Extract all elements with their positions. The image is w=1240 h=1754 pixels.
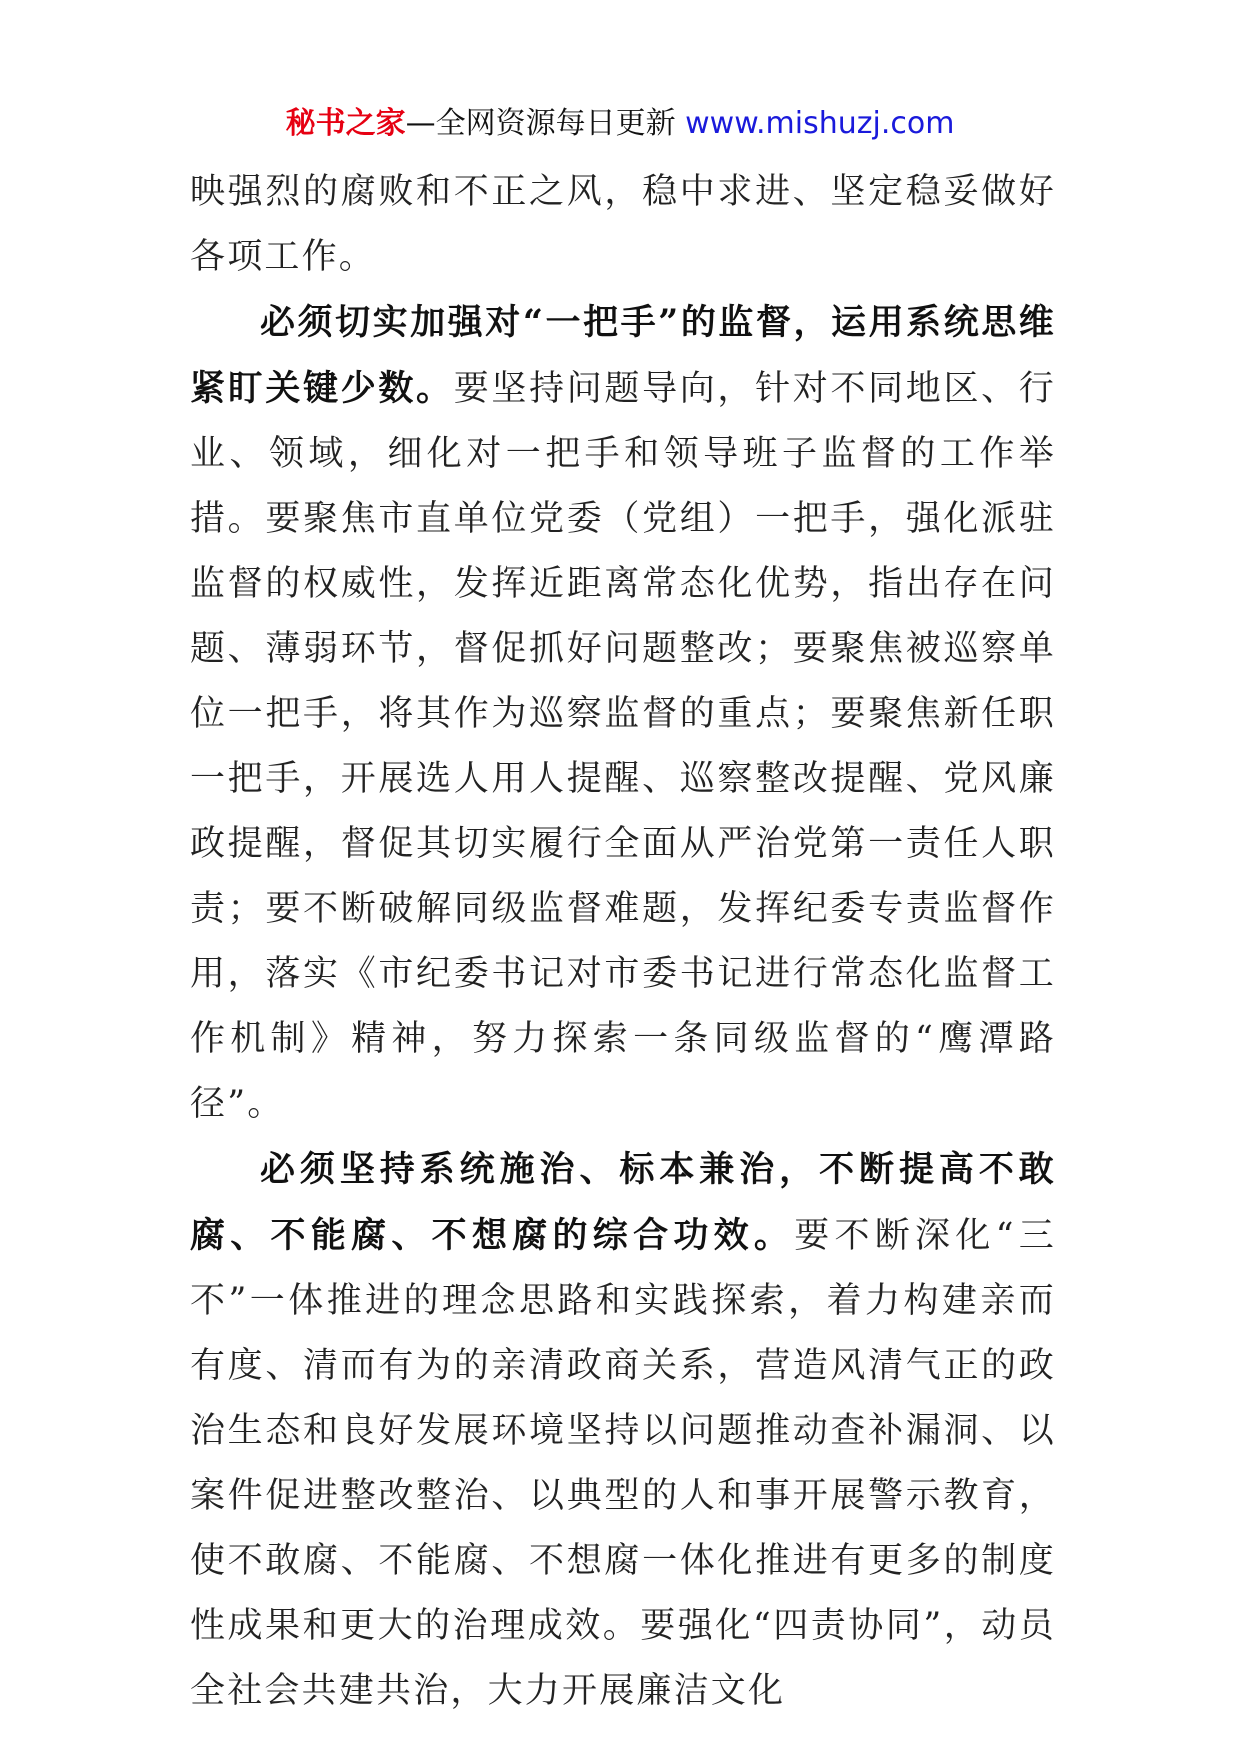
paragraph-systematic-governance [190,1137,1056,1724]
paragraph-yibashou-supervision [190,290,1056,1137]
site-header [0,104,1240,144]
paragraph-continuation [190,160,1056,290]
site-url-link[interactable]: www.mishuzj.com [685,106,955,141]
paragraph-text: 要坚持问题导向，针对不同地区、行业、领域，细化对一把手和领导班子监督的工作举措。要聚焦市直单位党委（党组）一把手，强化派驻监督的权威性，发挥近距离常态化优势，指出存在问题、薄弱环节，督促抓好问题整改；要聚焦被巡察单位一把手，将其作为巡察监督的重点；要聚焦新任职一把手，开展选人用人提醒、巡察整改提醒、党风廉政提醒，督促其切实履行全面从严治党第一责任人职责；要不断破解同级监督难题，发挥纪委专责监督作用，落实《市纪委书记对市委书记进行常态化监督工作机制》精神，努力探索一条同级监督的“鹰潭路径”。 [190,369,1057,1124]
document-body [190,160,1056,1724]
paragraph-text: 要不断深化“三不”一体推进的理念思路和实践探索，着力构建亲而有度、清而有为的亲清政商关系，营造风清气正的政治生态和良好发展环境坚持以问题推动查补漏洞、以案件促进整改整治、以典型的人和事开展警示教育，使不敢腐、不能腐、不想腐一体化推进有更多的制度性成果和更大的治理成效。要强化“四责协同”，动员全社会共建共治，大力开展廉洁文化 [190,1216,1056,1711]
paragraph-lead: 必须坚持系统施治、标本兼治，不断提高不敢腐、不能腐、不想腐的综合功效。 [190,1149,1056,1256]
brand-name: 秘书之家 [285,106,406,141]
header-tagline: —全网资源每日更新 [405,106,676,141]
paragraph-lead: 必须切实加强对“一把手”的监督，运用系统思维紧盯关键少数。 [190,302,1056,409]
paragraph-text: 映强烈的腐败和不正之风，稳中求进、坚定稳妥做好各项工作。 [190,172,1056,277]
